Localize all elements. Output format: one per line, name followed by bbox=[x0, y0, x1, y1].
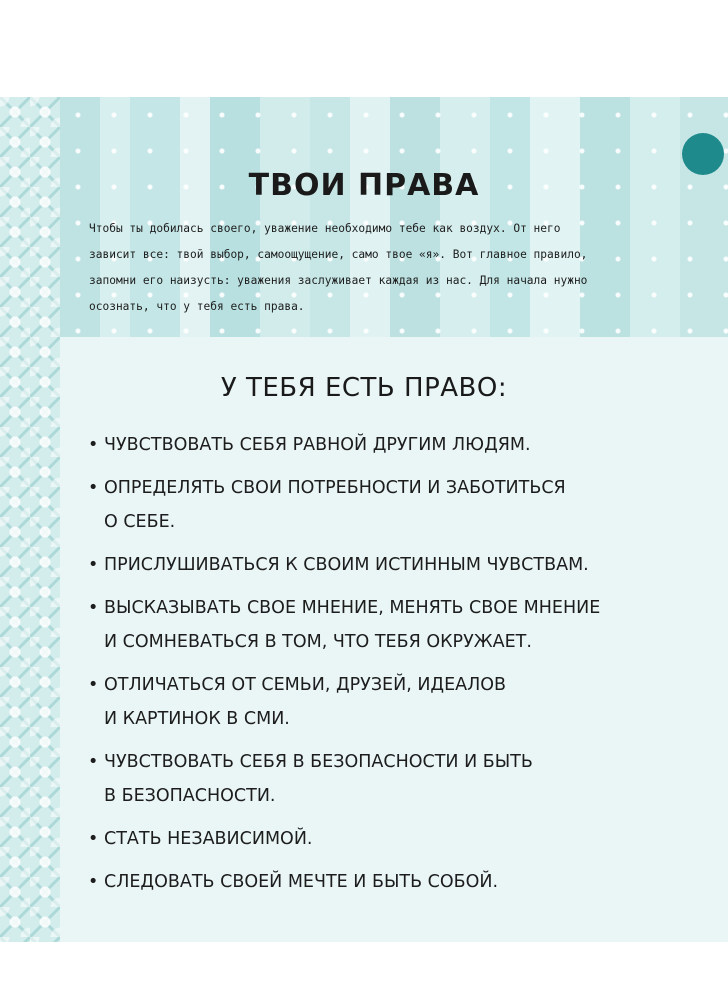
bullet-icon: • bbox=[88, 435, 99, 455]
bullet-icon: • bbox=[88, 555, 99, 575]
right-item-line: СТАТЬ НЕЗАВИСИМОЙ. bbox=[104, 829, 313, 849]
intro-line: осознать, что у тебя есть права. bbox=[89, 300, 305, 313]
right-item-line: ОТЛИЧАТЬСЯ ОТ СЕМЬИ, ДРУЗЕЙ, ИДЕАЛОВ bbox=[104, 675, 507, 695]
page-title: ТВОИ ПРАВА bbox=[248, 168, 480, 203]
decorative-pattern-strip bbox=[0, 97, 60, 942]
right-item bbox=[88, 428, 688, 462]
right-item bbox=[88, 591, 688, 659]
right-item-line: ЧУВСТВОВАТЬ СЕБЯ В БЕЗОПАСНОСТИ И БЫТЬ bbox=[104, 752, 533, 772]
right-item bbox=[88, 548, 688, 582]
bullet-icon: • bbox=[88, 829, 99, 849]
rights-heading: У ТЕБЯ ЕСТЬ ПРАВО: bbox=[220, 373, 508, 403]
right-item bbox=[88, 865, 688, 899]
right-item-line: СЛЕДОВАТЬ СВОЕЙ МЕЧТЕ И БЫТЬ СОБОЙ. bbox=[104, 872, 499, 892]
bullet-icon: • bbox=[88, 478, 99, 498]
bullet-icon: • bbox=[88, 752, 99, 772]
right-item bbox=[88, 745, 688, 813]
right-item-line: ОПРЕДЕЛЯТЬ СВОИ ПОТРЕБНОСТИ И ЗАБОТИТЬСЯ bbox=[104, 478, 566, 498]
rights-list bbox=[88, 428, 688, 908]
right-item-line: ПРИСЛУШИВАТЬСЯ К СВОИМ ИСТИННЫМ ЧУВСТВАМ. bbox=[104, 555, 589, 575]
right-item bbox=[88, 668, 688, 736]
intro-line: запомни его наизусть: уважения заслуживает каждая из нас. Для начала нужно bbox=[89, 274, 588, 287]
right-item-line: ВЫСКАЗЫВАТЬ СВОЕ МНЕНИЕ, МЕНЯТЬ СВОЕ МНЕНИЕ bbox=[104, 598, 601, 618]
right-item-line: О СЕБЕ. bbox=[104, 512, 176, 532]
right-item bbox=[88, 822, 688, 856]
intro-line: Чтобы ты добилась своего, уважение необходимо тебе как воздух. От него bbox=[89, 222, 561, 235]
right-item-line: И СОМНЕВАТЬСЯ В ТОМ, ЧТО ТЕБЯ ОКРУЖАЕТ. bbox=[104, 632, 532, 652]
right-item-line: ЧУВСТВОВАТЬ СЕБЯ РАВНОЙ ДРУГИМ ЛЮДЯМ. bbox=[104, 435, 531, 455]
bullet-icon: • bbox=[88, 675, 99, 695]
intro-line: зависит все: твой выбор, самоощущение, само твое «я». Вот главное правило, bbox=[89, 248, 588, 261]
bullet-icon: • bbox=[88, 598, 99, 618]
right-item bbox=[88, 471, 688, 539]
intro-paragraph bbox=[89, 216, 634, 320]
right-item-line: В БЕЗОПАСНОСТИ. bbox=[104, 786, 276, 806]
bullet-icon: • bbox=[88, 872, 99, 892]
right-item-line: И КАРТИНОК В СМИ. bbox=[104, 709, 290, 729]
